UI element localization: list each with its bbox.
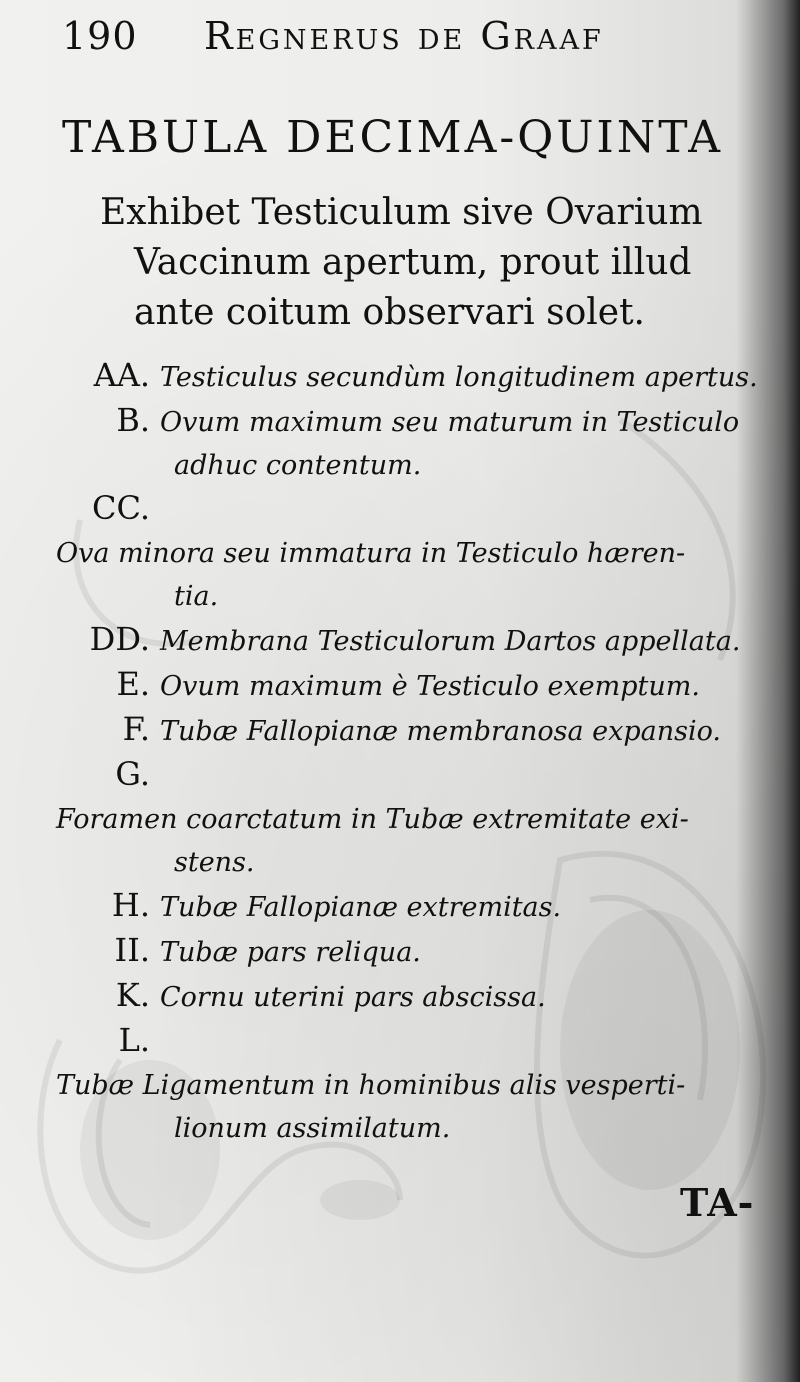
legend-text: Tubæ Fallopianæ extremitas. — [160, 892, 562, 923]
legend-text: Tubæ pars reliqua. — [160, 937, 421, 968]
legend-entry — [56, 884, 776, 929]
legend-text: Ova minora seu immatura in Testiculo hæren- — [56, 538, 686, 569]
caption-line: ante coitum observari solet. — [134, 292, 645, 333]
legend-entry — [56, 753, 776, 884]
legend-entry — [56, 618, 776, 663]
running-title: Regnerus de Graaf — [204, 14, 604, 58]
legend-entry — [56, 663, 776, 708]
plate-title: TABULA DECIMA-QUINTA — [62, 112, 724, 163]
legend-entry — [56, 1019, 776, 1150]
legend-entry — [56, 974, 776, 1019]
legend-key: G. — [115, 755, 150, 793]
legend-text: Ovum maximum seu maturum in Testiculo — [160, 407, 740, 438]
legend-entry — [56, 487, 776, 618]
legend-key: K. — [115, 976, 150, 1014]
caption-line: Exhibet Testiculum sive Ovarium — [100, 192, 703, 233]
legend-text-continuation: adhuc contentum. — [174, 450, 422, 481]
legend-key: E. — [116, 665, 150, 703]
legend-key: AA. — [93, 356, 150, 394]
legend-text: Ovum maximum è Testiculo exemptum. — [160, 671, 700, 702]
legend-entry — [56, 929, 776, 974]
legend-entry — [56, 708, 776, 753]
legend-text-continuation: tia. — [174, 581, 219, 612]
legend-entry — [56, 399, 776, 487]
legend-key: DD. — [89, 620, 150, 658]
catchword: TA- — [680, 1180, 755, 1225]
legend-text: Cornu uterini pars abscissa. — [160, 982, 546, 1013]
legend-key: L. — [118, 1021, 150, 1059]
caption-line: Vaccinum apertum, prout illud — [134, 242, 692, 283]
running-head — [62, 14, 782, 74]
legend-key: CC. — [92, 489, 150, 527]
page-number: 190 — [62, 14, 138, 58]
legend-text: Membrana Testiculorum Dartos appellata. — [160, 626, 741, 657]
legend-key: F. — [122, 710, 150, 748]
legend-text-continuation: stens. — [174, 847, 255, 878]
legend-key: II. — [114, 931, 150, 969]
legend-text: Tubæ Ligamentum in hominibus alis vesperti- — [56, 1070, 686, 1101]
legend-key: H. — [111, 886, 150, 924]
plate-caption — [100, 188, 780, 338]
legend-entry — [56, 354, 776, 399]
legend-text: Testiculus secundùm longitudinem apertus. — [160, 362, 758, 393]
figure-legend — [56, 354, 776, 1150]
legend-text-continuation: lionum assimilatum. — [174, 1113, 451, 1144]
legend-key: B. — [116, 401, 150, 439]
legend-text: Tubæ Fallopianæ membranosa expansio. — [160, 716, 722, 747]
legend-text: Foramen coarctatum in Tubæ extremitate exi- — [56, 804, 689, 835]
